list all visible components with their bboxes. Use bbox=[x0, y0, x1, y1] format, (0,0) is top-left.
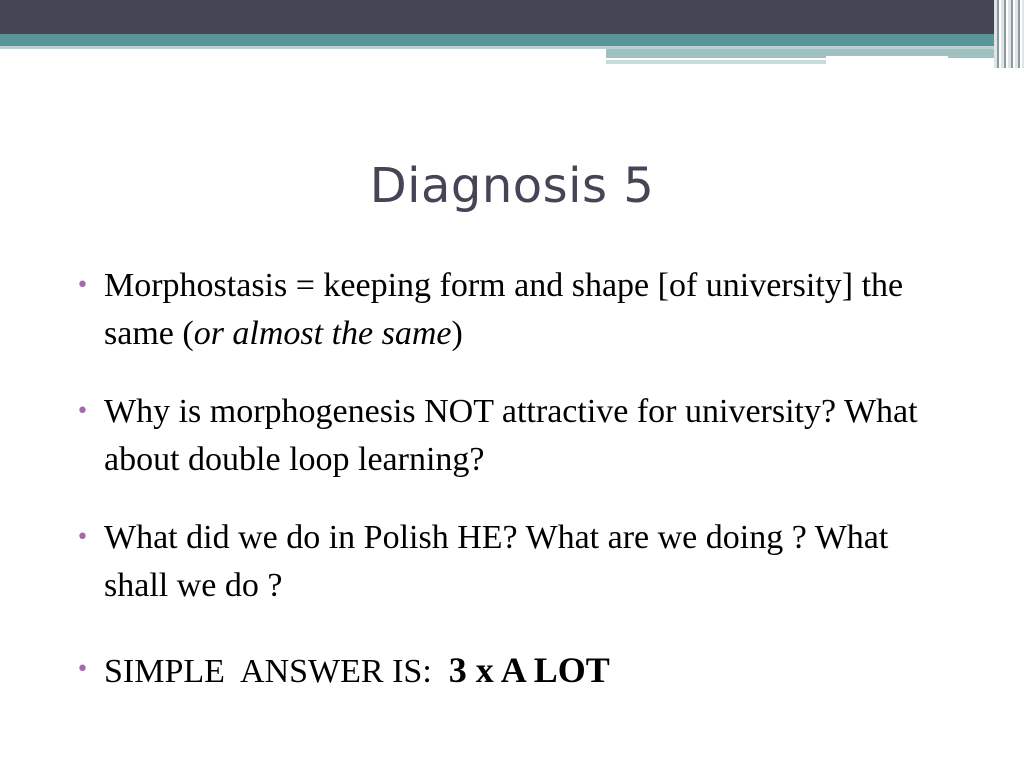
bullet-text: Why is morphogenesis NOT attractive for university? What about double loop learning? bbox=[104, 393, 918, 478]
header-band-teal bbox=[0, 34, 1024, 46]
bullet-item bbox=[72, 388, 952, 484]
header-stripes bbox=[994, 0, 1024, 68]
header-band-gap bbox=[826, 56, 948, 59]
bullet-text-italic: or almost the same bbox=[193, 315, 452, 352]
bullet-text: Morphostasis = keeping form and shape [of university] the same ( bbox=[104, 267, 904, 352]
header-band-dark bbox=[0, 0, 1024, 34]
slide-title: Diagnosis 5 bbox=[369, 158, 655, 214]
bullet-item bbox=[72, 262, 952, 358]
bullet-icon: • bbox=[76, 273, 89, 298]
bullet-text-end: ) bbox=[451, 315, 463, 352]
bullet-text: SIMPLE ANSWER IS: bbox=[104, 653, 449, 690]
answer-emphasis: 3 x A LOT bbox=[448, 650, 610, 690]
bullet-text: What did we do in Polish HE? What are we doing ? What shall we do ? bbox=[104, 519, 889, 604]
header-band-accent bbox=[606, 49, 1024, 58]
bullet-icon: • bbox=[76, 399, 89, 424]
bullet-item bbox=[72, 514, 952, 610]
bullet-icon: • bbox=[76, 525, 89, 550]
bullet-item bbox=[72, 646, 952, 696]
bullet-icon: • bbox=[76, 657, 89, 682]
bullet-list bbox=[72, 262, 952, 726]
header-band-accent-thin bbox=[606, 60, 826, 64]
